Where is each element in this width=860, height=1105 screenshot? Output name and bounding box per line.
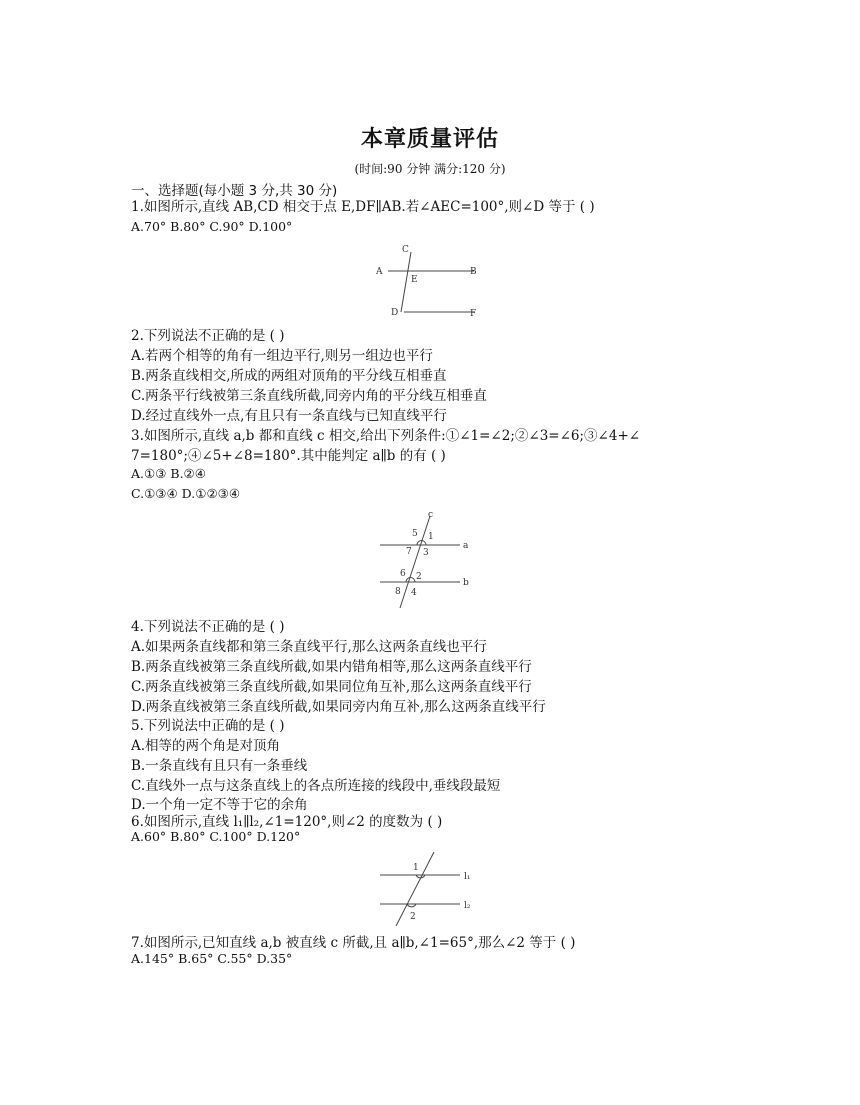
fig6-label-l1: l₁ bbox=[464, 872, 471, 882]
exam-info: (时间:90 分钟 满分:120 分) bbox=[354, 162, 506, 176]
fig1-label-e: E bbox=[411, 275, 418, 285]
fig3-label-1: 1 bbox=[428, 532, 434, 542]
question-2-option-b: B.两条直线相交,所成的两组对顶角的平分线互相垂直 bbox=[131, 368, 447, 384]
fig3-label-4: 4 bbox=[411, 588, 417, 598]
question-5-stem: 5.下列说法中正确的是 ( ) bbox=[131, 718, 285, 734]
question-5-option-b: B.一条直线有且只有一条垂线 bbox=[131, 758, 308, 774]
question-3-figure bbox=[376, 510, 476, 610]
question-2-stem: 2.下列说法不正确的是 ( ) bbox=[131, 328, 285, 344]
fig3-label-2: 2 bbox=[416, 572, 422, 582]
question-5-option-c: C.直线外一点与这条直线上的各点所连接的线段中,垂线段最短 bbox=[131, 778, 501, 794]
fig6-label-l2: l₂ bbox=[464, 901, 471, 911]
fig6-label-1: 1 bbox=[413, 863, 419, 873]
question-3-options-line2: C.①③④ D.①②③④ bbox=[131, 486, 241, 501]
fig6-label-2: 2 bbox=[410, 912, 416, 922]
fig1-label-b: B bbox=[470, 267, 477, 277]
fig3-label-8: 8 bbox=[395, 587, 401, 597]
question-1-stem: 1.如图所示,直线 AB,CD 相交于点 E,DF∥AB.若∠AEC=100°,则∠D 等于 ( ) bbox=[131, 199, 595, 215]
fig1-label-a: A bbox=[376, 267, 383, 277]
question-4-option-b: B.两条直线被第三条直线所截,如果内错角相等,那么这两条直线平行 bbox=[131, 659, 532, 675]
question-2-option-a: A.若两个相等的角有一组边平行,则另一组边也平行 bbox=[131, 348, 433, 364]
question-4-option-c: C.两条直线被第三条直线所截,如果同位角互补,那么这两条直线平行 bbox=[131, 679, 532, 695]
section-heading: 一、选择题(每小题 3 分,共 30 分) bbox=[131, 183, 338, 199]
question-5-option-a: A.相等的两个角是对顶角 bbox=[131, 738, 281, 754]
fig3-label-a: a bbox=[463, 541, 469, 551]
question-2-option-d: D.经过直线外一点,有且只有一条直线与已知直线平行 bbox=[131, 408, 447, 424]
question-3-options-line1: A.①③ B.②④ bbox=[131, 466, 206, 481]
fig1-label-f: F bbox=[470, 309, 477, 319]
question-1-options: A.70° B.80° C.90° D.100° bbox=[131, 219, 293, 234]
question-6-stem: 6.如图所示,直线 l₁∥l₂,∠1=120°,则∠2 的度数为 ( ) bbox=[131, 814, 443, 830]
question-3-stem-line1: 3.如图所示,直线 a,b 都和直线 c 相交,给出下列条件:①∠1=∠2;②∠3=∠6;③∠4+∠ bbox=[131, 428, 641, 444]
fig3-label-5: 5 bbox=[412, 529, 418, 539]
question-2-option-c: C.两条平行线被第三条直线所截,同旁内角的平分线互相垂直 bbox=[131, 388, 487, 404]
fig3-label-c: c bbox=[428, 510, 434, 520]
question-3-stem-line2: 7=180°;④∠5+∠8=180°.其中能判定 a∥b 的有 ( ) bbox=[131, 448, 446, 464]
question-7-stem: 7.如图所示,已知直线 a,b 被直线 c 所截,且 a∥b,∠1=65°,那么∠2 等于 ( ) bbox=[131, 935, 576, 951]
fig3-label-7: 7 bbox=[406, 547, 412, 557]
question-4-option-a: A.如果两条直线都和第三条直线平行,那么这两条直线也平行 bbox=[131, 639, 487, 655]
question-1-figure bbox=[370, 240, 490, 322]
fig1-label-d: D bbox=[391, 308, 399, 318]
question-6-figure bbox=[376, 850, 486, 930]
fig3-label-b: b bbox=[463, 578, 469, 588]
fig3-label-3: 3 bbox=[423, 548, 429, 558]
fig1-label-c: C bbox=[402, 245, 409, 255]
page-title: 本章质量评估 bbox=[360, 127, 499, 152]
question-6-options: A.60° B.80° C.100° D.120° bbox=[131, 829, 301, 844]
question-5-option-d: D.一个角一定不等于它的余角 bbox=[131, 797, 308, 813]
question-7-options: A.145° B.65° C.55° D.35° bbox=[131, 951, 293, 966]
question-4-option-d: D.两条直线被第三条直线所截,如果同旁内角互补,那么这两条直线平行 bbox=[131, 699, 546, 715]
question-4-stem: 4.下列说法不正确的是 ( ) bbox=[131, 619, 285, 635]
fig3-label-6: 6 bbox=[400, 569, 406, 579]
